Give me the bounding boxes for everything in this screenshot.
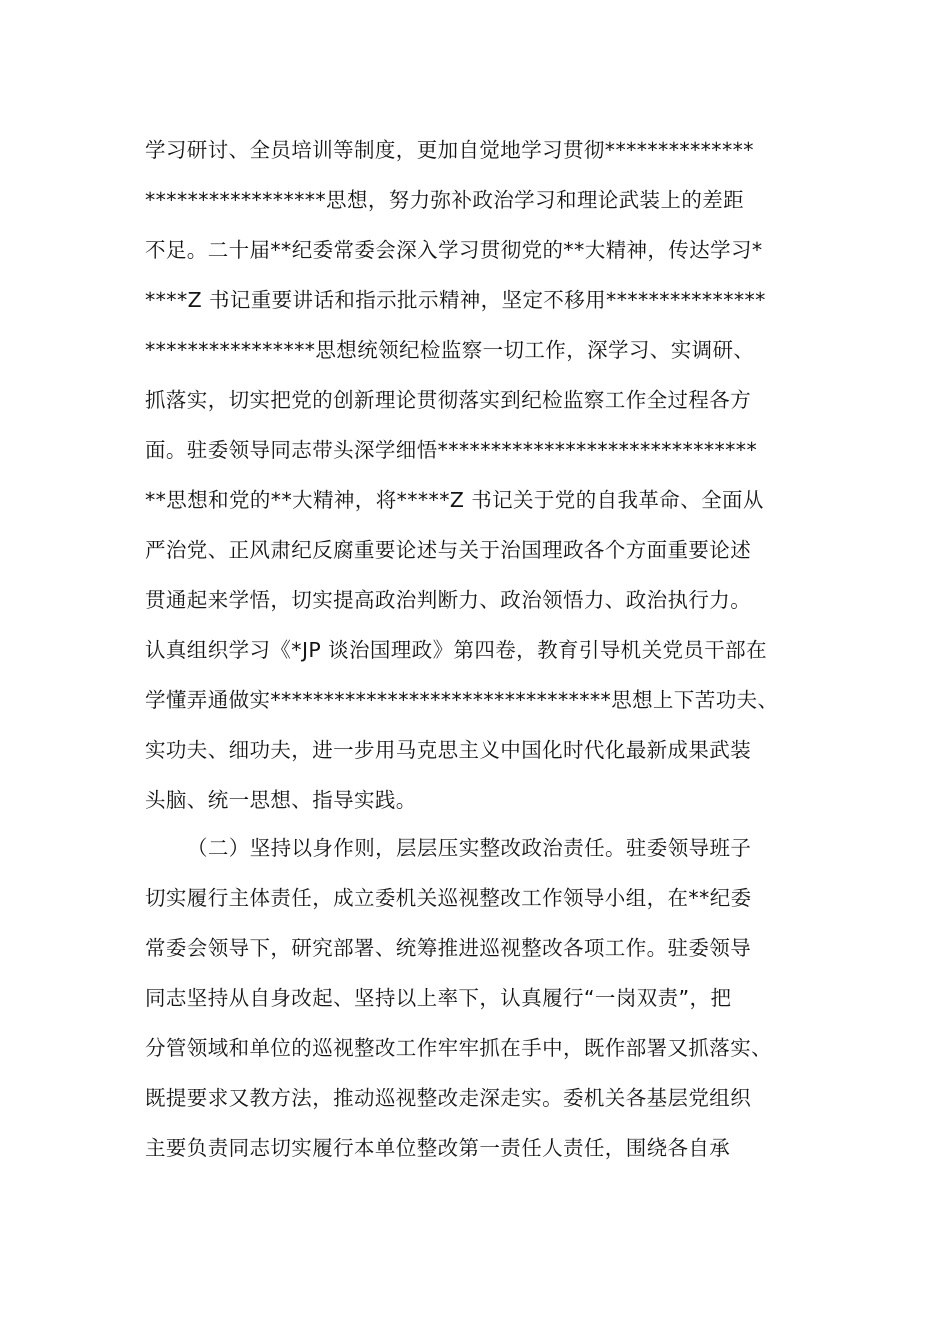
paragraph-line: ****************思想统领纪检监察一切工作，深学习、实调研、	[145, 338, 755, 362]
paragraph-line: **思想和党的**大精神，将*****Z 书记关于党的自我革命、全面从	[145, 488, 764, 512]
paragraph-line: 切实履行主体责任，成立委机关巡视整改工作领导小组，在**纪委	[145, 886, 752, 910]
paragraph-line: 贯通起来学悟，切实提高政治判断力、政治领悟力、政治执行力。	[145, 588, 752, 612]
paragraph-line: 分管领域和单位的巡视整改工作牢牢抓在手中，既作部署又抓落实、	[145, 1036, 772, 1060]
paragraph-line: 认真组织学习《*JP 谈治国理政》第四卷，教育引导机关党员干部在	[145, 638, 767, 662]
paragraph-line: 同志坚持从自身改起、坚持以上率下，认真履行“一岗双责”，把	[145, 986, 732, 1010]
paragraph-line: 严治党、正风肃纪反腐重要论述与关于治国理政各个方面重要论述	[145, 538, 752, 562]
paragraph-line: 抓落实，切实把党的创新理论贯彻落实到纪检监察工作全过程各方	[145, 388, 752, 412]
paragraph-line: 主要负责同志切实履行本单位整改第一责任人责任，围绕各自承	[145, 1136, 731, 1160]
section-heading-line: （二）坚持以身作则，层层压实整改政治责任。驻委领导班子	[187, 836, 752, 860]
paragraph-line: ****Z 书记重要讲话和指示批示精神，坚定不移用***************	[145, 288, 766, 312]
paragraph-line: 不足。二十届**纪委常委会深入学习贯彻党的**大精神，传达学习*	[145, 238, 763, 262]
paragraph-line: 面。驻委领导同志带头深学细悟******************************	[145, 438, 758, 462]
paragraph-line: 实功夫、细功夫，进一步用马克思主义中国化时代化最新成果武装	[145, 738, 752, 762]
paragraph-line: 学习研讨、全员培训等制度，更加自觉地学习贯彻**************	[145, 138, 754, 162]
paragraph-line: *****************思想，努力弥补政治学习和理论武装上的差距	[145, 188, 745, 212]
paragraph-line: 头脑、统一思想、指导实践。	[145, 788, 417, 812]
paragraph-line: 学懂弄通做实********************************思想上下苦功夫、	[145, 688, 779, 712]
paragraph-line: 既提要求又教方法，推动巡视整改走深走实。委机关各基层党组织	[145, 1086, 752, 1110]
paragraph-line: 常委会领导下，研究部署、统筹推进巡视整改各项工作。驻委领导	[145, 936, 752, 960]
